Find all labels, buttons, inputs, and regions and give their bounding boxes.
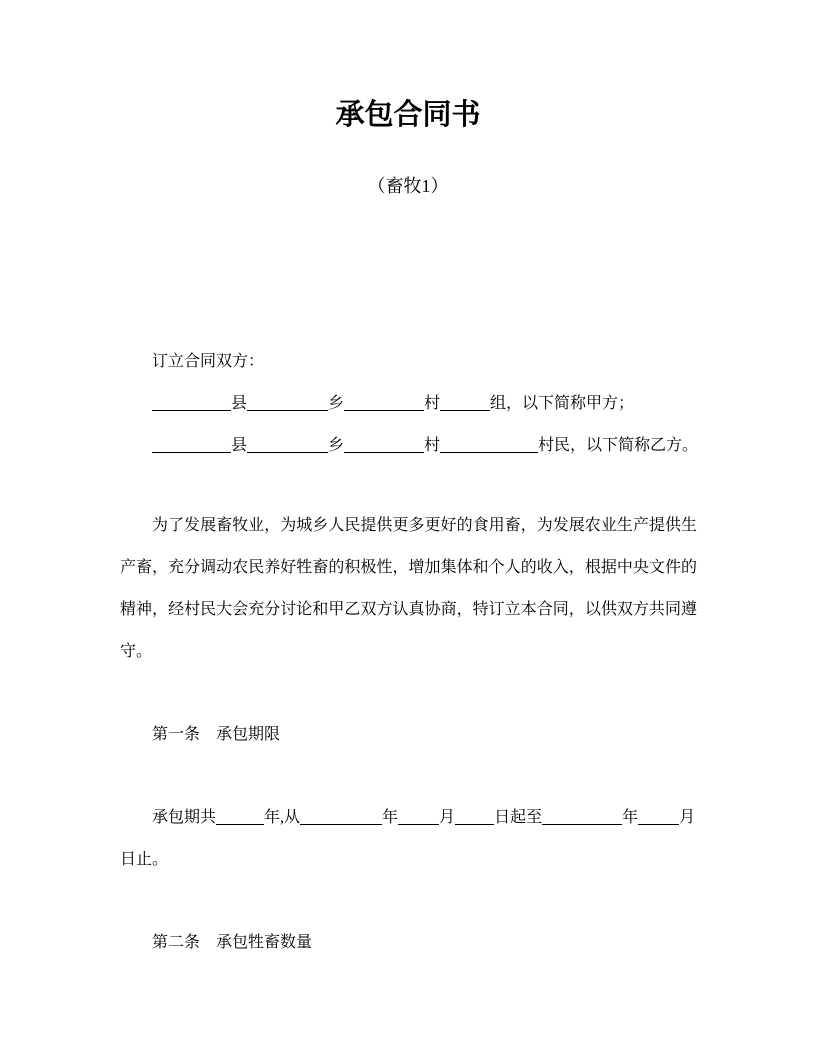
county-blank bbox=[152, 436, 231, 453]
start-day-blank bbox=[455, 808, 494, 825]
start-month-label: 月 bbox=[439, 809, 456, 826]
term-years-label: 年,从 bbox=[264, 809, 301, 826]
village-blank bbox=[344, 436, 424, 453]
start-month-blank bbox=[398, 808, 439, 825]
years-blank bbox=[216, 808, 264, 825]
county-label: 县 bbox=[231, 437, 248, 454]
start-year-label: 年 bbox=[382, 809, 399, 826]
start-day-label: 日起至 bbox=[494, 809, 543, 826]
county-label: 县 bbox=[231, 395, 248, 412]
township-blank bbox=[247, 394, 328, 411]
villager-name-blank bbox=[440, 436, 538, 453]
parties-heading: 订立合同双方： bbox=[152, 353, 265, 370]
village-label: 村 bbox=[424, 437, 441, 454]
township-label: 乡 bbox=[328, 437, 345, 454]
end-year-blank bbox=[542, 808, 622, 825]
start-year-blank bbox=[300, 808, 382, 825]
term-lead: 承包期共 bbox=[152, 809, 217, 826]
village-label: 村 bbox=[424, 395, 441, 412]
end-month-label: 月 bbox=[679, 809, 696, 826]
end-year-label: 年 bbox=[622, 809, 639, 826]
page-subtitle: （畜牧1） bbox=[367, 176, 449, 196]
article-1-heading: 第一条 承包期限 bbox=[152, 726, 281, 743]
term-line bbox=[152, 806, 695, 830]
township-blank bbox=[247, 436, 328, 453]
term-line-end: 日止。 bbox=[120, 851, 169, 868]
group-blank bbox=[440, 394, 490, 411]
page-title: 承包合同书 bbox=[335, 99, 481, 131]
township-label: 乡 bbox=[328, 395, 345, 412]
village-blank bbox=[344, 394, 424, 411]
end-month-blank bbox=[638, 808, 679, 825]
party-a-suffix: 组，以下简称甲方； bbox=[490, 395, 635, 412]
preamble-paragraph: 为了发展畜牧业，为城乡人民提供更多更好的食用畜，为发展农业生产提供生产畜，充分调动农民养好牲畜的积极性，增加集体和个人的收入，根据中央文件的精神，经村民大会充分讨论和甲乙双方认真协商，特订立本合同，以供双方共同遵守。 bbox=[120, 517, 697, 660]
article-2-heading: 第二条 承包牲畜数量 bbox=[152, 934, 313, 951]
party-b-suffix: 村民，以下简称乙方。 bbox=[538, 437, 699, 454]
party-a-line bbox=[152, 392, 634, 416]
party-b-line bbox=[152, 434, 698, 458]
county-blank bbox=[152, 394, 231, 411]
